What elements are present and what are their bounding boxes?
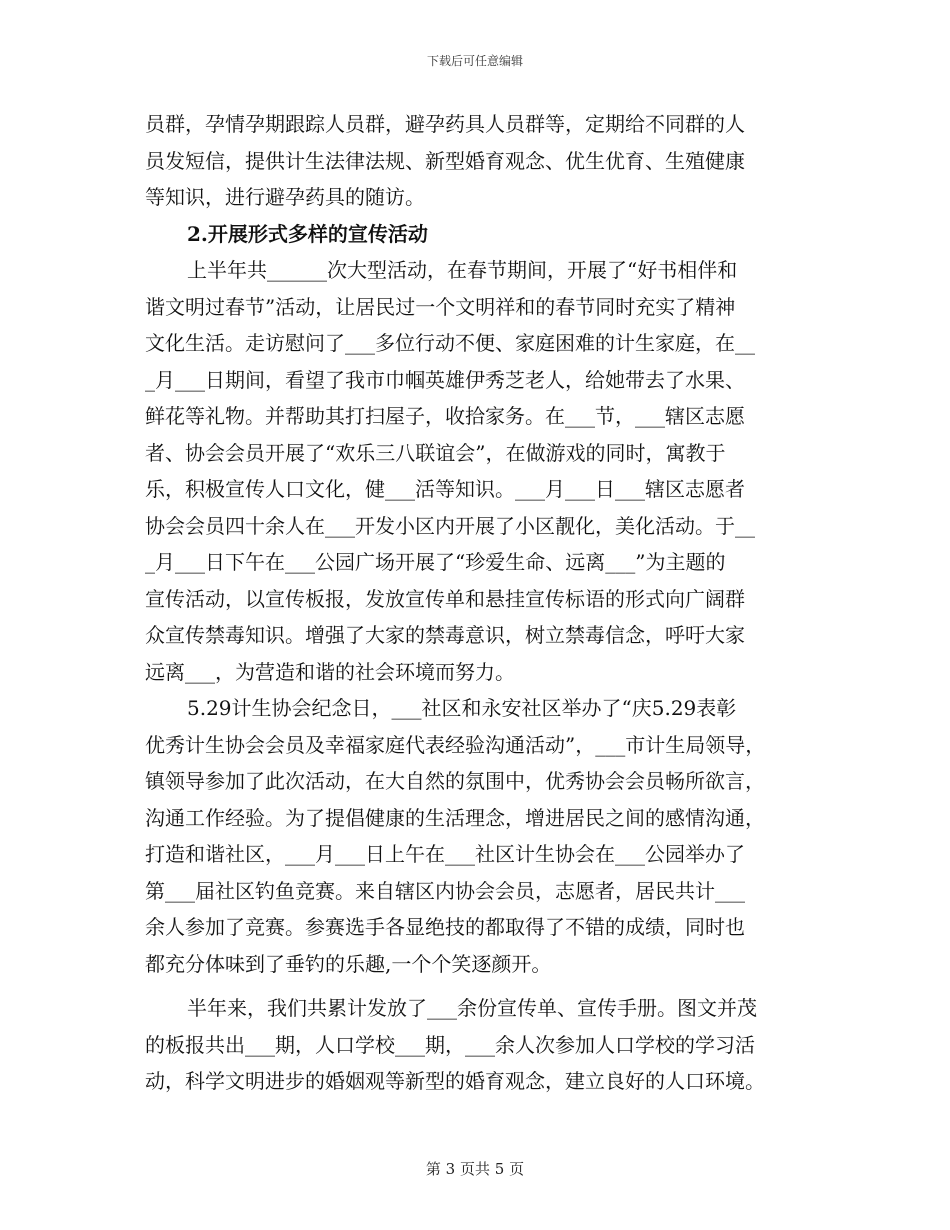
- text-line: 乐，积极宣传人口文化，健___活等知识。___月___日___辖区志愿者: [145, 477, 745, 501]
- document-body: [145, 106, 805, 1100]
- text-line: 鲜花等礼物。并帮助其打扫屋子，收拾家务。在___节，___辖区志愿: [145, 404, 745, 428]
- text-line: 5.29计生协会纪念日，___社区和永安社区举办了“庆5.29表彰: [187, 696, 737, 720]
- text-line: 宣传活动，以宣传板报，发放宣传单和悬挂宣传标语的形式向广阔群: [145, 586, 745, 611]
- text-line: 的板报共出___期，人口学校___期，___余人次参加人口学校的学习活: [145, 1032, 755, 1057]
- text-line: 镇领导参加了此次活动，在大自然的氛围中，优秀协会会员畅所欲言，: [145, 769, 765, 793]
- text-line: 半年来，我们共累计发放了___余份宣传单、宣传手册。图文并茂: [187, 996, 757, 1020]
- text-line: 众宣传禁毒知识。增强了大家的禁毒意识，树立禁毒信念，呼吁大家: [145, 623, 745, 647]
- text-line: 员发短信，提供计生法律法规、新型婚育观念、优生优育、生殖健康: [145, 148, 745, 173]
- text-line: _月___日下午在___公园广场开展了“珍爱生命、远离___”为主题的: [145, 550, 726, 574]
- text-line: 等知识，进行避孕药具的随访。: [145, 185, 425, 209]
- text-line: 上半年共______次大型活动，在春节期间，开展了“好书相伴和: [187, 258, 738, 282]
- paragraph-spacer: [145, 982, 805, 990]
- text-line: 远离___，为营造和谐的社会环境而努力。: [145, 659, 515, 684]
- page-footer: 第 3 页共 5 页: [425, 1160, 525, 1178]
- text-line: 谐文明过春节”活动，让居民过一个文明祥和的春节同时充实了精神: [145, 294, 736, 319]
- text-line: 都充分体味到了垂钓的乐趣,一个个笑逐颜开。: [145, 951, 552, 976]
- text-line: 动，科学文明进步的婚姻观等新型的婚育观念，建立良好的人口环境。: [145, 1069, 765, 1093]
- text-line: 员群，孕情孕期跟踪人员群，避孕药具人员群等，定期给不同群的人: [145, 112, 745, 136]
- text-line: 余人参加了竞赛。参赛选手各显绝技的都取得了不错的成绩，同时也: [145, 915, 745, 939]
- text-line: 打造和谐社区，___月___日上午在___社区计生协会在___公园举办了: [145, 842, 745, 866]
- text-line: _月___日期间，看望了我市巾帼英雄伊秀芝老人，给她带去了水果、: [145, 367, 745, 392]
- text-line: 文化生活。走访慰问了___多位行动不便、家庭困难的计生家庭，在__: [145, 331, 755, 355]
- text-line: 沟通工作经验。为了提倡健康的生活理念，增进居民之间的感情沟通，: [145, 805, 765, 830]
- text-line: 优秀计生协会会员及幸福家庭代表经验沟通活动”，___市计生局领导，: [145, 732, 766, 757]
- section-heading: 2.开展形式多样的宣传活动: [187, 221, 428, 246]
- text-line: 者、协会会员开展了“欢乐三八联谊会”，在做游戏的同时，寓教于: [145, 440, 726, 465]
- text-line: 第___届社区钓鱼竞赛。来自辖区内协会会员，志愿者，居民共计___: [145, 878, 745, 903]
- page-header: 下载后可任意编辑: [426, 54, 523, 68]
- text-line: 协会会员四十余人在___开发小区内开展了小区靓化，美化活动。于__: [145, 513, 755, 538]
